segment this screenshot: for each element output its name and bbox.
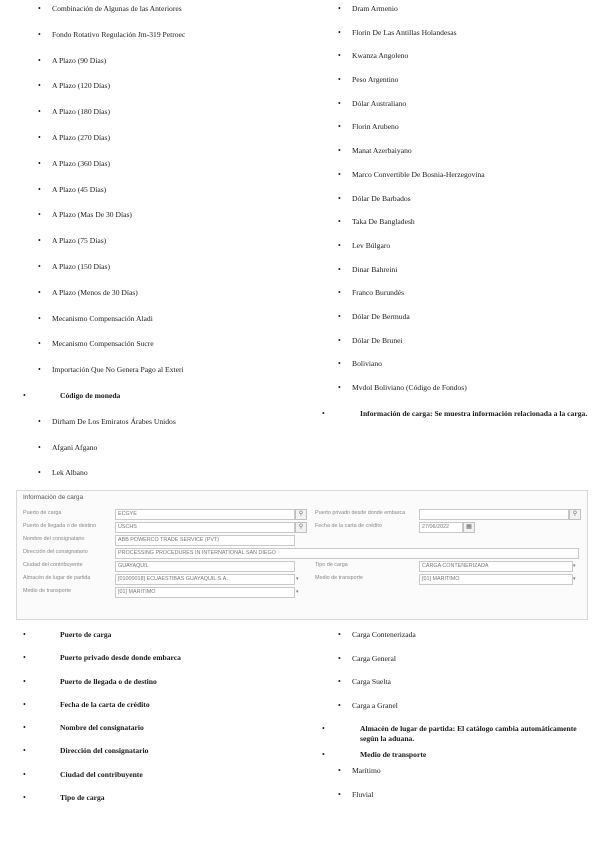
list-item: • Tipo de carga: [8, 793, 310, 816]
list-item: • A Plazo (150 Días): [30, 262, 300, 288]
field-label: Puerto de llegada o de destino: [23, 523, 97, 529]
port-of-loading-input[interactable]: ECGYE: [115, 509, 295, 520]
list-item: • A Plazo (90 Días): [30, 56, 300, 82]
list-item: • A Plazo (120 Días): [30, 81, 300, 107]
list-item: • A Plazo (75 Días): [30, 236, 300, 262]
left-bottom-list: [30, 630, 310, 816]
list-item: • Manat Azerbaiyano: [330, 146, 590, 170]
cargo-type-select[interactable]: CARGA CONTENERIZADA: [419, 561, 573, 572]
list-item: • Marítimo: [330, 766, 590, 790]
warehouse-note: • Almacén de lugar de partida: El catálogo cambia automáticamente según la aduana.: [330, 724, 590, 744]
field-label: Fecha de la carta de crédito: [315, 523, 382, 529]
field-label: Almacén de lugar de partida: [23, 575, 91, 581]
calendar-icon[interactable]: ▦: [463, 522, 475, 533]
list-item: • Taka De Bangladesh: [330, 217, 590, 241]
list-item: • Mecanismo Compensación Aladi: [30, 314, 300, 340]
chevron-down-icon[interactable]: ▾: [573, 576, 576, 582]
port-of-arrival-input[interactable]: USCHS: [115, 522, 295, 533]
currency-heading: • Código de moneda: [8, 391, 300, 417]
list-item: • A Plazo (Menos de 30 Días): [30, 288, 300, 314]
list-item: • Puerto privado desde donde embarca: [8, 653, 310, 676]
field-label: Nombre del consignatario: [23, 536, 85, 542]
list-item: • Dólar Australiano: [330, 99, 590, 123]
list-item: • Dinar Bahreini: [330, 265, 590, 289]
right-top-list: [330, 4, 590, 419]
credit-letter-date-input[interactable]: 27/06/2022: [419, 522, 463, 533]
transport-mode-select[interactable]: [01] MARITIMO: [115, 587, 295, 598]
private-port-input[interactable]: [419, 509, 569, 520]
panel-title: Información de carga: [23, 494, 84, 501]
field-label: Puerto de carga: [23, 510, 62, 516]
chevron-down-icon[interactable]: ▾: [296, 576, 299, 582]
list-item: • Dólar De Barbados: [330, 194, 590, 218]
list-item: • Mvdol Boliviano (Código de Fondos): [330, 383, 590, 407]
list-item: • Lek Albano: [30, 468, 300, 494]
list-item: • Mecanismo Compensación Sucre: [30, 339, 300, 365]
list-item: • Nombre del consignatario: [8, 723, 310, 746]
list-item: • Florin Arubeno: [330, 122, 590, 146]
list-item: • Puerto de llegada o de destino: [8, 677, 310, 700]
list-item: • A Plazo (270 Días): [30, 133, 300, 159]
list-item: • Dólar De Bermuda: [330, 312, 590, 336]
transport-heading: • Medio de transporte: [330, 750, 590, 760]
cargo-info-panel: [16, 490, 588, 620]
list-item: • Franco Burundés: [330, 288, 590, 312]
transport-medium-select[interactable]: [01] MARITIMO: [419, 574, 573, 585]
consignee-address-input[interactable]: PROCESSING PROCEDURES IN INTERNATIONAL SAN DIEGO: [115, 548, 579, 559]
list-item: • Kwanza Angoleno: [330, 51, 590, 75]
list-item: • Dirección del consignatario: [8, 746, 310, 769]
search-icon[interactable]: ⚲: [295, 509, 307, 520]
right-bottom-list: [330, 630, 590, 813]
list-item: • Combinación de Algunas de las Anteriores: [30, 4, 300, 30]
list-item: • Fondo Rotativo Regulación Jm-319 Petroec: [30, 30, 300, 56]
search-icon[interactable]: ⚲: [569, 509, 581, 520]
search-icon[interactable]: ⚲: [295, 522, 307, 533]
list-item: • A Plazo (360 Días): [30, 159, 300, 185]
field-label: Medio de transporte: [315, 575, 363, 581]
list-item: • Carga Contenerizada: [330, 630, 590, 654]
list-item: • A Plazo (180 Días): [30, 107, 300, 133]
chevron-down-icon[interactable]: ▾: [296, 589, 299, 595]
consignee-name-input[interactable]: ABB POWERCO TRADE SERVICE (PVT): [115, 535, 295, 546]
list-item: • Florin De Las Antillas Holandesas: [330, 28, 590, 52]
warehouse-select[interactable]: [01000018] ECUAESTIBAS GUAYAQUIL S.A.: [115, 574, 295, 585]
list-item: • Peso Argentino: [330, 75, 590, 99]
field-label: Tipo de carga: [315, 562, 348, 568]
list-item: • A Plazo (Mas De 30 Días): [30, 210, 300, 236]
list-item: • Carga Suelta: [330, 677, 590, 701]
list-item: • Ciudad del contribuyente: [8, 770, 310, 793]
list-item: • Lev Búlgaro: [330, 241, 590, 265]
list-item: • Dirham De Los Emiratos Árabes Unidos: [30, 417, 300, 443]
cargo-info-note: • Información de carga: Se muestra información relacionada a la carga.: [330, 409, 590, 419]
list-item: • Puerto de carga: [8, 630, 310, 653]
field-label: Puerto privado desde donde embarca: [315, 510, 406, 516]
list-item: • A Plazo (45 Días): [30, 185, 300, 211]
field-label: Dirección del consignatario: [23, 549, 88, 555]
list-item: • Carga General: [330, 654, 590, 678]
taxpayer-city-input[interactable]: GUAYAQUIL: [115, 561, 295, 572]
list-item: • Importación Que No Genera Pago al Exteri: [30, 365, 300, 391]
list-item: • Dólar De Brunei: [330, 336, 590, 360]
list-item: • Fecha de la carta de crédito: [8, 700, 310, 723]
left-top-list: [30, 4, 300, 494]
field-label: Medio de transporte: [23, 588, 71, 594]
list-item: • Boliviano: [330, 359, 590, 383]
field-label: Ciudad del contribuyente: [23, 562, 83, 568]
list-item: • Afgani Afgano: [30, 443, 300, 469]
chevron-down-icon[interactable]: ▾: [573, 563, 576, 569]
list-item: • Fluvial: [330, 790, 590, 814]
list-item: • Marco Convertible De Bosnia-Herzegovina: [330, 170, 590, 194]
list-item: • Dram Armenio: [330, 4, 590, 28]
list-item: • Carga a Granel: [330, 701, 590, 725]
